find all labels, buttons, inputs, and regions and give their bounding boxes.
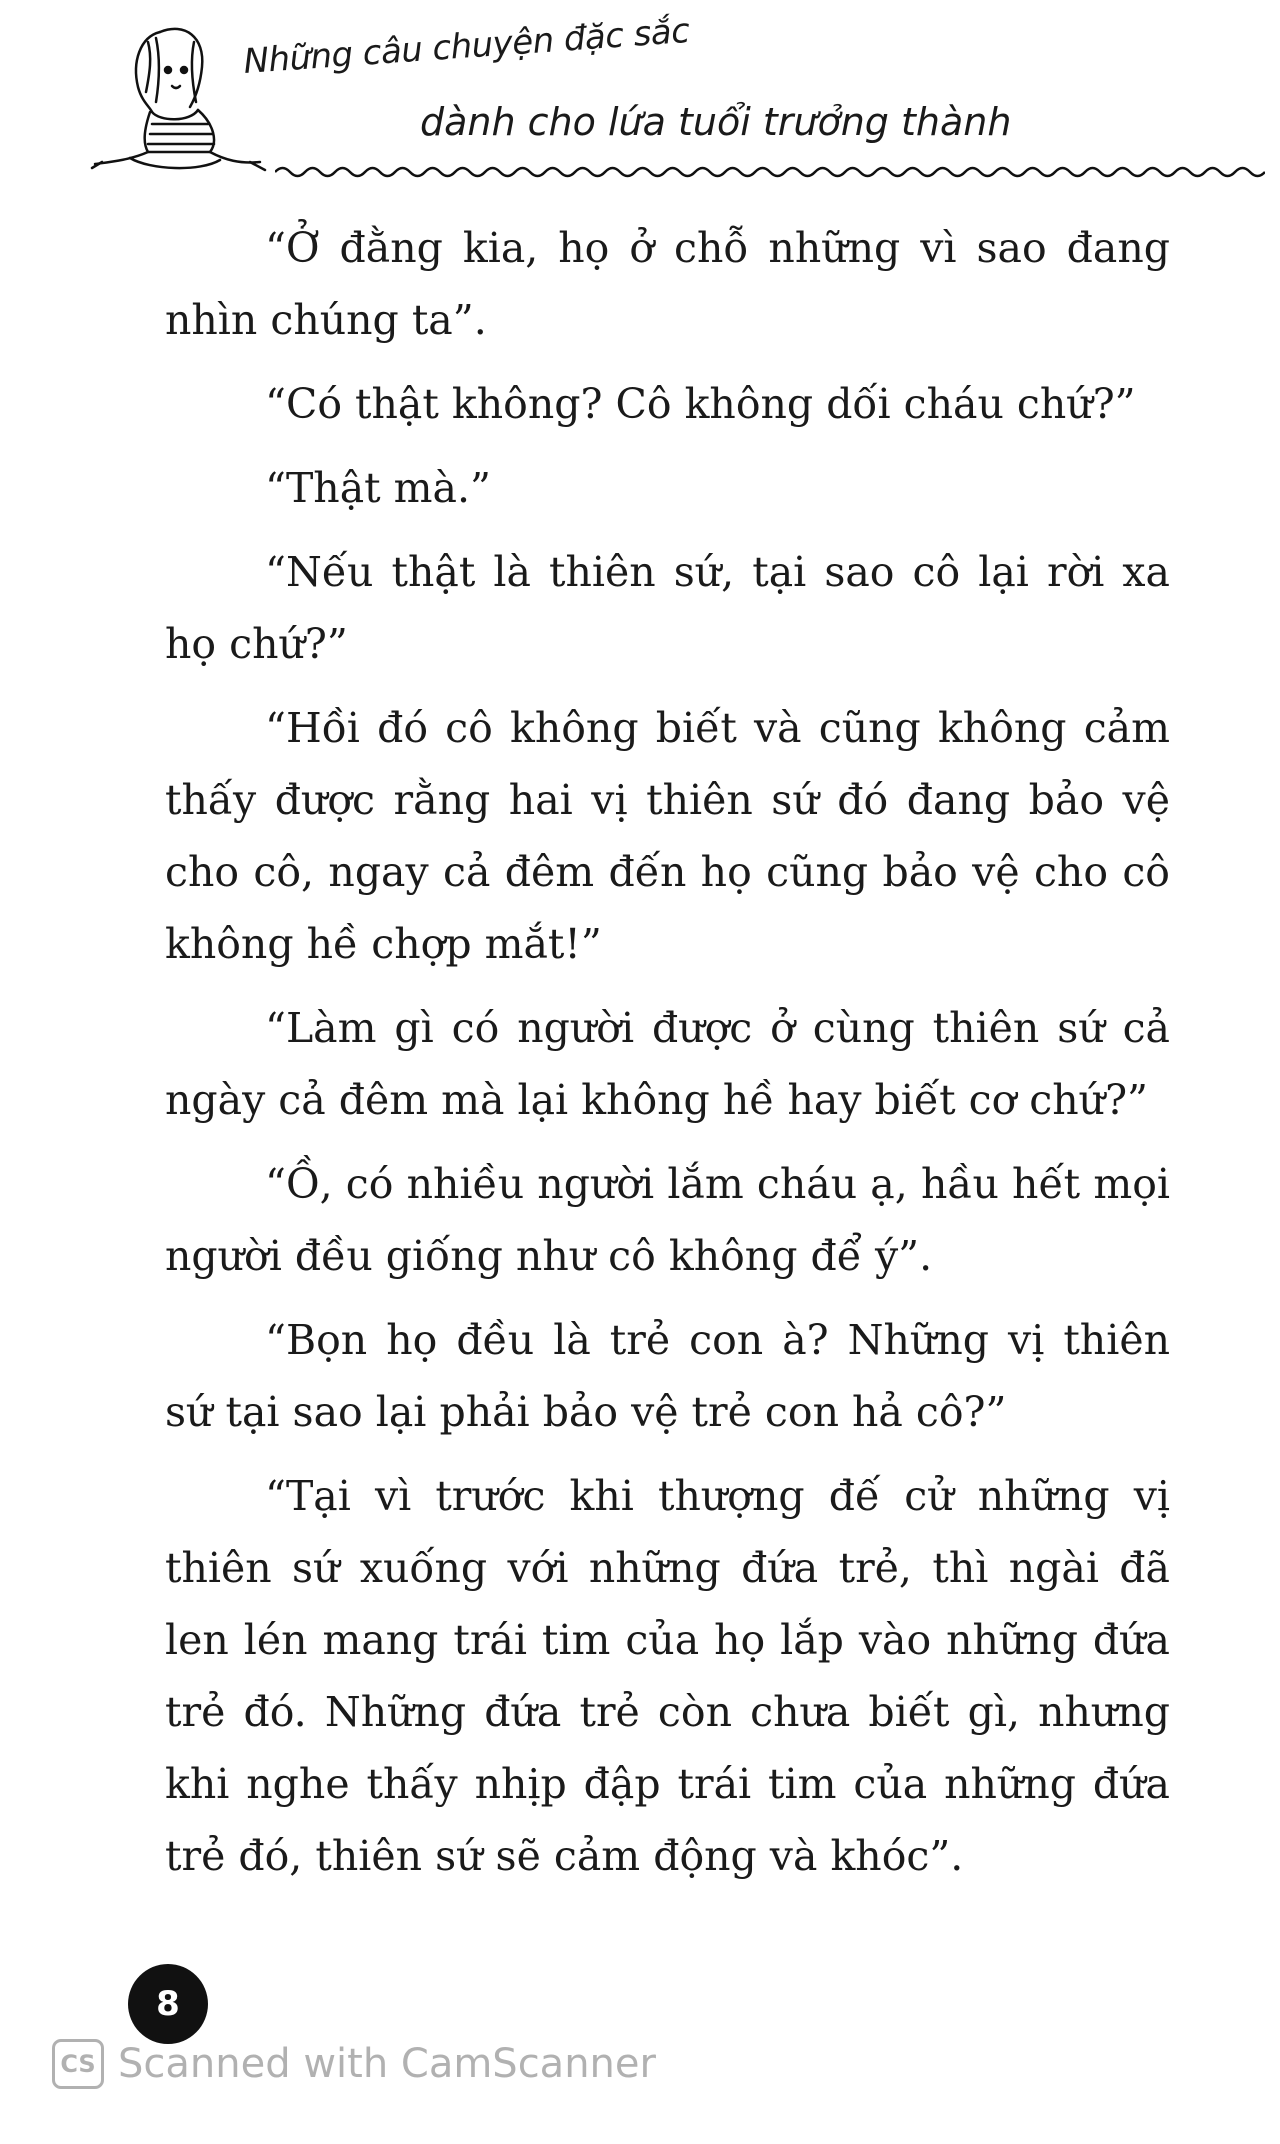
story-body bbox=[165, 212, 1170, 1904]
paragraph: “Nếu thật là thiên sứ, tại sao cô lại rời xa họ chứ?” bbox=[165, 548, 1170, 668]
page-header bbox=[90, 12, 1200, 182]
paragraph: “Tại vì trước khi thượng đế cử những vị thiên sứ xuống với những đứa trẻ, thì ngài đã len lén mang trái tim của họ lắp vào những đứa trẻ đó. Những đứa trẻ còn chưa biết gì, nhưng khi nghe thấy nhịp đập trái tim của những đứa trẻ đó, thiên sứ sẽ cảm động và khóc”. bbox=[165, 1472, 1170, 1880]
series-title-line-1: Những câu chuyện đặc sắc bbox=[242, 10, 691, 82]
paragraph: “Thật mà.” bbox=[265, 464, 491, 512]
watermark-text: Scanned with CamScanner bbox=[118, 2041, 656, 2087]
paragraph: “Làm gì có người được ở cùng thiên sứ cả ngày cả đêm mà lại không hề hay biết cơ chứ?” bbox=[165, 1004, 1170, 1124]
series-title-line-2: dành cho lứa tuổi trưởng thành bbox=[420, 100, 1012, 144]
camscanner-logo-icon: CS bbox=[52, 2039, 104, 2089]
camscanner-watermark bbox=[52, 2036, 656, 2092]
paragraph: “Hồi đó cô không biết và cũng không cảm thấy được rằng hai vị thiên sứ đó đang bảo vệ cho cô, ngay cả đêm đến họ cũng bảo vệ cho cô không hề chợp mắt!” bbox=[165, 704, 1170, 968]
girl-illustration-icon bbox=[90, 12, 270, 182]
paragraph: “Ồ, có nhiều người lắm cháu ạ, hầu hết mọi người đều giống như cô không để ý”. bbox=[165, 1160, 1170, 1280]
paragraph: “Có thật không? Cô không dối cháu chứ?” bbox=[265, 380, 1136, 428]
paragraph: “Bọn họ đều là trẻ con à? Những vị thiên sứ tại sao lại phải bảo vệ trẻ con hả cô?” bbox=[165, 1316, 1170, 1436]
page-number: 8 bbox=[128, 1964, 208, 2044]
paragraph: “Ở đằng kia, họ ở chỗ những vì sao đang nhìn chúng ta”. bbox=[165, 224, 1170, 344]
decorative-wave-divider bbox=[275, 160, 1265, 184]
